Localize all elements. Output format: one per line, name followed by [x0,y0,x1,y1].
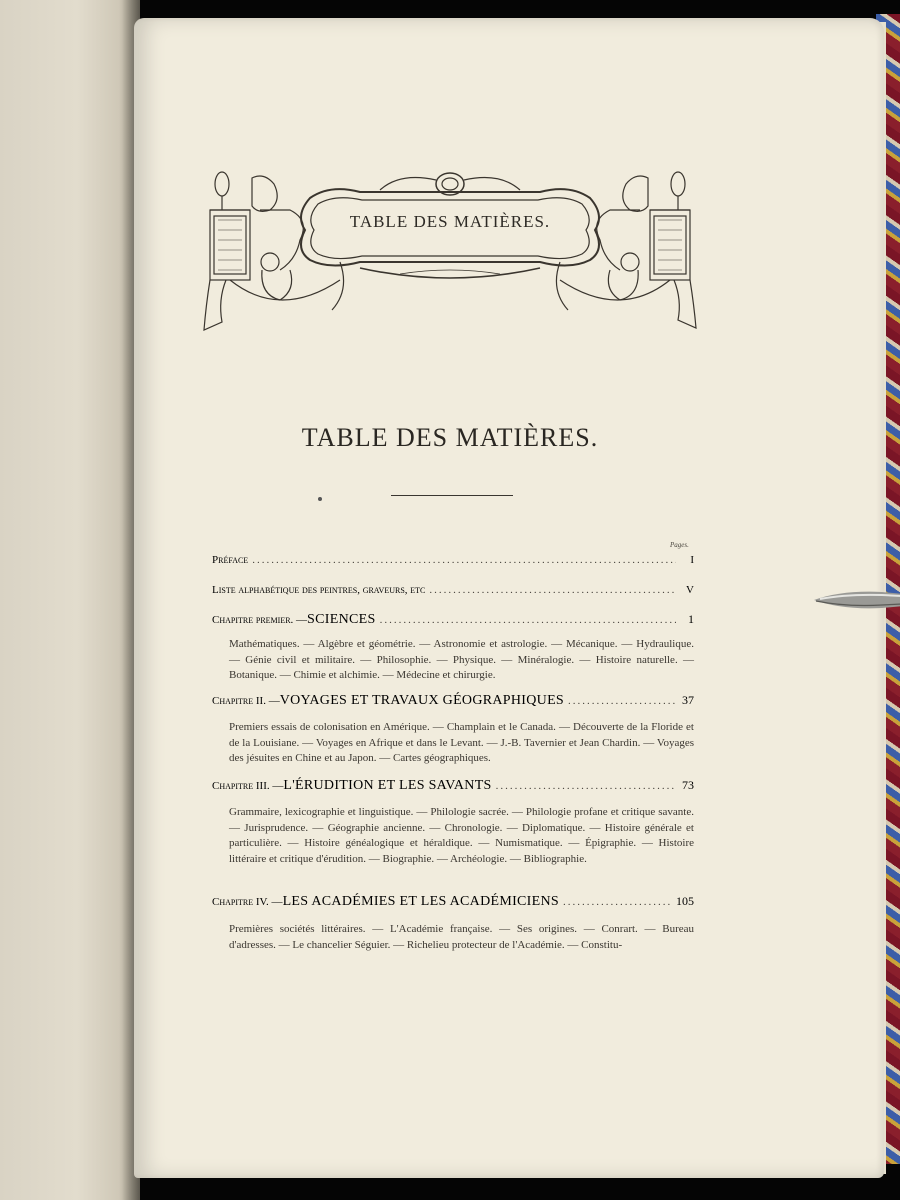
toc-entry-label: Liste alphabétique des peintres, graveurs, etc [212,584,426,596]
toc-entry-page: V [686,584,694,596]
leader-dots [252,554,676,566]
toc-entry-preface[interactable] [212,554,694,566]
toc-chapter-title: L'ÉRUDITION ET LES SAVANTS [283,778,492,793]
leader-dots [380,614,676,626]
toc-entry-page: 37 [682,693,694,707]
toc-entry-page: 105 [676,894,694,908]
toc-entry-label: Préface [212,554,249,566]
toc-entry-label: Chapitre II. — [212,695,280,707]
ornamental-headpiece [200,170,700,335]
toc-chapter-title: VOYAGES ET TRAVAUX GÉOGRAPHIQUES [279,693,565,708]
toc-entry-chapter-3[interactable] [212,778,694,794]
leader-dots [496,780,676,792]
left-page [0,0,140,1200]
toc-entry-label: Chapitre premier. — [212,614,308,626]
toc-entry-page: 73 [682,778,694,792]
headpiece-label: TABLE DES MATIÈRES. [349,212,551,231]
toc-entry-page: I [690,554,694,566]
toc-chapter-title: LES ACADÉMIES ET LES ACADÉMICIENS [282,894,559,909]
toc-entry-liste[interactable] [212,584,694,596]
toc-entry-chapter-2[interactable] [212,693,694,709]
metal-bookmark-icon [812,586,900,612]
toc-chapter-summary: Mathématiques. — Algèbre et géométrie. — Astronomie et astrologie. — Mécanique. — Hydraulique. — Génie civil et militaire. — Philosophie. — Physique. — Minéralogie. — Histoire naturelle. — Botanique. — Chimie et alchimie. — Médecine et chirurgie. [229,638,694,681]
toc-chapter-summary: Premiers essais de colonisation en Amérique. — Champlain et le Canada. — Découverte de la Floride et de la Louisiane. — Voyages en Afrique et dans le Levant. — J.-B. Tavernier et Jean Chardin. — Voyages des jésuites en Chine et au Japon. — Cartes géographiques. [229,721,694,764]
toc-entry-chapter-4[interactable] [212,894,694,910]
pages-column-header: Pages. [670,541,689,549]
toc-entry-page: 1 [688,612,694,626]
page-title: TABLE DES MATIÈRES. [301,423,599,452]
paper-speck [318,497,322,501]
leader-dots [429,584,676,596]
toc-chapter-summary: Grammaire, lexicographie et linguistique. — Philologie sacrée. — Philologie profane et critique savante. — Jurisprudence. — Géographie ancienne. — Chronologie. — Diplomatique. — Histoire générale et particulière. — Histoire généalogique et héraldique. — Numismatique. — Épigraphie. — Histoire littéraire et critique d'érudition. — Biographie. — Archéologie. — Bibliographie. [229,806,694,865]
toc-entry-chapter-1[interactable] [212,612,694,628]
toc-entry-label: Chapitre IV. — [212,896,283,908]
leader-dots [568,695,676,707]
leader-dots [563,896,672,908]
toc-entry-label: Chapitre III. — [212,780,284,792]
title-rule [391,495,513,496]
toc-chapter-summary: Premières sociétés littéraires. — L'Académie française. — Ses origines. — Conrart. — Bureau d'adresses. — Le chancelier Séguier. — Richelieu protecteur de l'Académie. — Constitu- [229,923,694,951]
toc-chapter-title: SCIENCES [307,612,376,627]
